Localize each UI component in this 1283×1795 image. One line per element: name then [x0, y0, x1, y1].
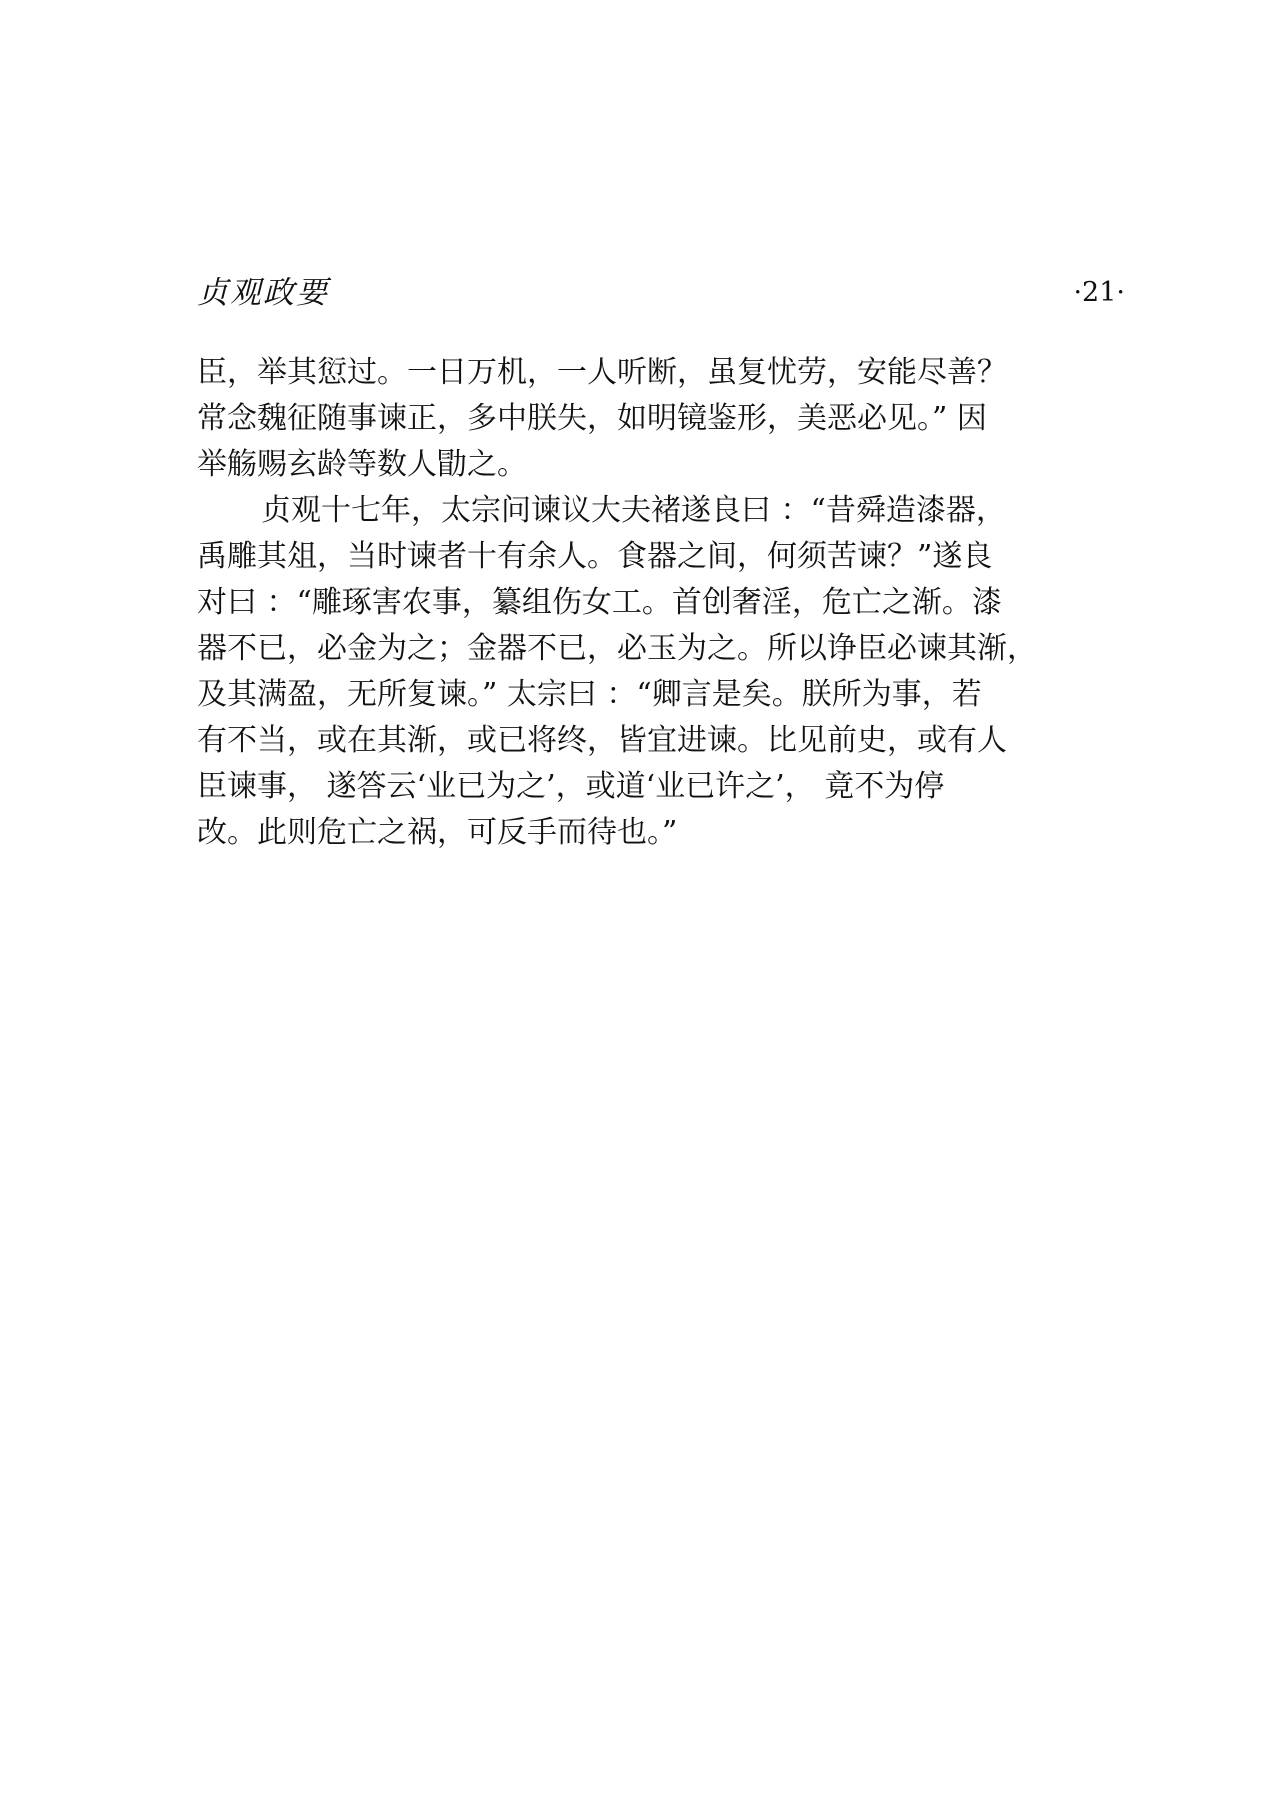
paragraph-start-line: 贞观十七年，太宗问谏议大夫褚遂良曰 ：“昔舜造漆器，: [261, 493, 1006, 528]
text-line: 有不当，或在其渐，或已将终，皆宜进谏。比见前史，或有人: [197, 723, 1007, 758]
text-line: 举觞赐玄龄等数人勖之。: [197, 447, 527, 482]
text-line: 改。此则危亡之祸，可反手而待也。”: [197, 815, 678, 850]
running-title: 贞观政要: [197, 275, 329, 311]
text-line: 臣谏事， 遂答云‘业已为之’，或道‘业已许之’， 竟不为停: [197, 769, 945, 804]
text-line: 臣，举其愆过。一日万机，一人听断，虽复忧劳，安能尽善？: [197, 355, 1007, 390]
text-line: 及其满盈，无所复谏。” 太宗曰 ：“卿言是矣。朕所为事，若: [197, 677, 982, 712]
page-header: [197, 268, 1125, 318]
body-text: [197, 350, 1125, 856]
page-number: ·21·: [1073, 277, 1125, 308]
text-line: 禹雕其俎，当时谏者十有余人。食器之间，何须苦谏？”遂良: [197, 539, 993, 574]
text-line: 器不已，必金为之；金器不已，必玉为之。所以诤臣必谏其渐，: [197, 631, 1037, 666]
text-line: 常念魏征随事谏正，多中朕失，如明镜鉴形，美恶必见。” 因: [197, 401, 987, 436]
text-line: 对曰 ：“雕琢害农事，纂组伤女工。首创奢淫，危亡之渐。漆: [197, 585, 1002, 620]
